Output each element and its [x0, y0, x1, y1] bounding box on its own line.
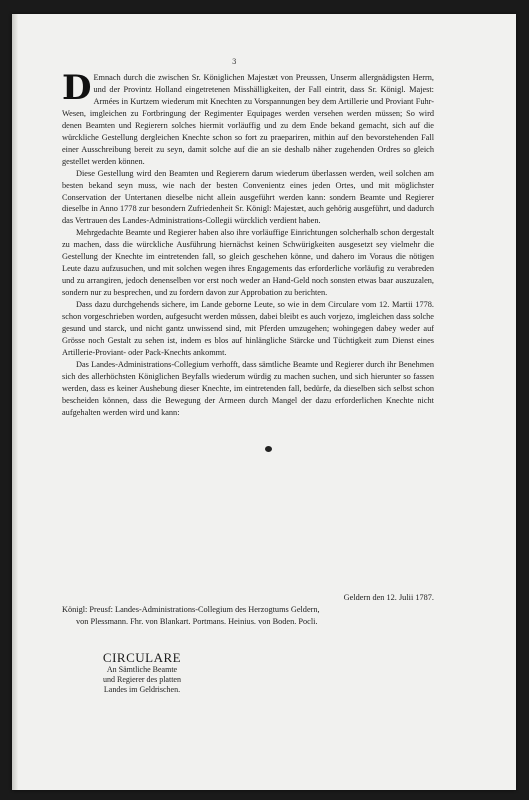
addressee-line-2: und Regierer des platten: [103, 675, 181, 684]
addressee-line-1: An Sämtliche Beamte: [106, 665, 178, 674]
document-page: [12, 14, 516, 790]
circulare-address: [67, 650, 217, 695]
drop-cap: D: [62, 68, 92, 108]
paragraph-1-text: Emnach durch die zwischen Sr. Königlichen Majestæt von Preussen, Unserm allergnädigsten Herrn, und der Provintz Holland eingetretenen Misshälligkeiten, der Fall eintrit, dass Sr. Königl. Majest: Armées in Kurtzem wiederum mit Knechten zu Vorspannungen bey dem Artillerie und Proviant Fuhr-Wesen, imgleichen zu Fortbringung der Regimenter Equipages werden versehen werden müssen; So wird denen Beamten und Regierern solches hiermit vorläuffig und zu dem Ende bekand gemacht, sich auf die würckliche Gestellung dergleichen Knechte schon so fort zu praepariren, mithin auf den bevorstehenden Fall einer Ausschreibung bereit zu seyn, damit solche auf die an sie deshalb näher zugehenden Ordres so gleich gestellet werden können.: [62, 73, 434, 166]
circulare-title: CIRCULARE: [102, 650, 182, 665]
signatory-names: von Plessmann. Fhr. von Blankart. Portmans. Heinius. von Boden. Pocli.: [76, 617, 318, 626]
addressee-line-3: Landes im Geldrischen.: [103, 685, 181, 694]
authority-line: Königl: Preusf: Landes-Administrations-Collegium des Herzogtums Geldern,: [62, 605, 320, 614]
circular-body: [62, 68, 434, 419]
paragraph-5: Das Landes-Administrations-Collegium verhofft, dass sämtliche Beamte und Regierer durch ihr Benehmen sich des allerhöchsten Königlichen Beyfalls wiederum würdig zu machen suchen, und sich hierunter so fassen werden, dass es keiner Aushebung dieser Knechte, im eintretenden fall, bedürfe, da dieselben sich selbst schon bescheiden können, dass die Bewegung der Armeen durch Mangel der dazu erforderlichen Knechte nicht aufgehalten werden wird und kann:: [62, 359, 434, 417]
signature-block: [62, 592, 434, 628]
ink-blot: [265, 446, 272, 452]
paragraph-3: Mehrgedachte Beamte und Regierer haben also ihre vorläuffige Einrichtungen solcherhalb schon dergestalt zu machen, dass die würckliche Ausführung hiernächst keinen Schwürigkeiten ausgesetzt sey vielmehr die Gestellung der Knechte im eintretenden fall, so gleich geschehen könne, und dahero im Voraus die nötigen Leute dazu aufzusuchen, und mit solchen wegen ihres Engagements das erforderliche vorläufig zu verabreden und zu arrangiren, jedoch denenselben vor erst noch weder an Hand-Geld noch sonsten etwas baar auszuzalen, sondern nur zu besprechen, und zu fordern davon zur Approbation zu berichten.: [62, 228, 434, 298]
page-edge-shadow: [12, 14, 18, 790]
paragraph-4: Dass dazu durchgehends sichere, im Lande geborne Leute, so wie in dem Circulare vom 12. Martii 1778. schon vorgeschrieben worden, aufgesucht werden müssen, dabei bleibt es auch vorjezo, imgleichen dass solche gesund und starck, und nicht gantz unwissend sind, mit Pferden umzugehen; wohingegen dabey weder auf Grösse noch Gestalt zu sehen ist, indem es blos auf hinlängliche Stärcke und Tüchtigkeit zum Dienst eines Artillerie-Proviant- oder Pack-Knechts ankommt.: [62, 300, 434, 357]
paragraph-1: [62, 68, 434, 168]
page-number: 3: [232, 58, 237, 66]
date-line: Geldern den 12. Julii 1787.: [343, 593, 434, 602]
paragraph-2: Diese Gestellung wird den Beamten und Regierern darum wiederum überlassen werden, weil solchen am besten bekand seyn muss, wie nach der besten Convenientz eines jeden Ortes, und mit möglichster Conservation der Untertanen dieselbe nicht allein ausgeführt werden kann: sondern Beamte und Regierer dieselbe in Anno 1778 zur besondern Zufriedenheit Sr. Königl: Majestæt, auch gehörig ausgeführt, und dadurch das Vertrauen des Landes-Administrations-Collegii würcklich verdient haben.: [62, 168, 434, 226]
